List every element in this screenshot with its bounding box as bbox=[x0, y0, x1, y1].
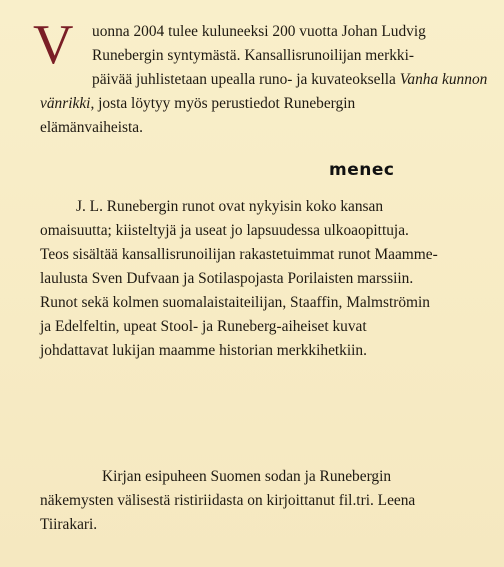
text-line: ja Edelfeltin, upeat Stool- ja Runeberg-aiheiset kuvat bbox=[40, 318, 367, 335]
text-line bbox=[40, 68, 486, 92]
book-title-italic: Vanha kunnon bbox=[399, 71, 488, 88]
text-line: Tiirakari. bbox=[40, 516, 98, 533]
text-line: Kirjan esipuheen Suomen sodan ja Runebergin bbox=[102, 468, 392, 485]
text-line: Runebergin syntymästä. Kansallisrunoilijan merkki- bbox=[92, 47, 415, 64]
paragraph-preface bbox=[40, 465, 486, 537]
text-segment: , josta löytyy myös perustiedot Runebergin bbox=[90, 95, 356, 112]
text-line: johdattavat lukijan maamme historian merkkihetkiin. bbox=[40, 342, 367, 359]
paragraph-intro bbox=[40, 20, 486, 140]
text-line: uonna 2004 tulee kuluneeksi 200 vuotta Johan Ludvig bbox=[92, 23, 426, 40]
drop-cap-letter: V bbox=[33, 14, 74, 76]
text-line bbox=[40, 92, 486, 116]
text-line: näkemysten välisestä ristiriidasta on kirjoittanut fil.tri. Leena bbox=[40, 492, 416, 509]
watermark-stamp: menec bbox=[329, 160, 395, 180]
text-line: omaisuutta; kiisteltyjä ja useat jo lapsuudessa ulkoaopittuja. bbox=[40, 222, 409, 239]
text-line: Teos sisältää kansallisrunoilijan rakastetuimmat runot Maamme- bbox=[40, 246, 438, 263]
text-line: elämänvaiheista. bbox=[40, 119, 143, 136]
paragraph-poems bbox=[40, 195, 486, 363]
text-line: J. L. Runebergin runot ovat nykyisin koko kansan bbox=[76, 198, 384, 215]
text-line: Runot sekä kolmen suomalaistaiteilijan, Staaffin, Malmströmin bbox=[40, 294, 430, 311]
book-title-italic: vänrikki bbox=[40, 95, 91, 112]
text-segment: päivää juhlistetaan upealla runo- ja kuvateoksella bbox=[92, 71, 400, 88]
text-line: laulusta Sven Dufvaan ja Sotilaspojasta Porilaisten marssiin. bbox=[40, 270, 414, 287]
